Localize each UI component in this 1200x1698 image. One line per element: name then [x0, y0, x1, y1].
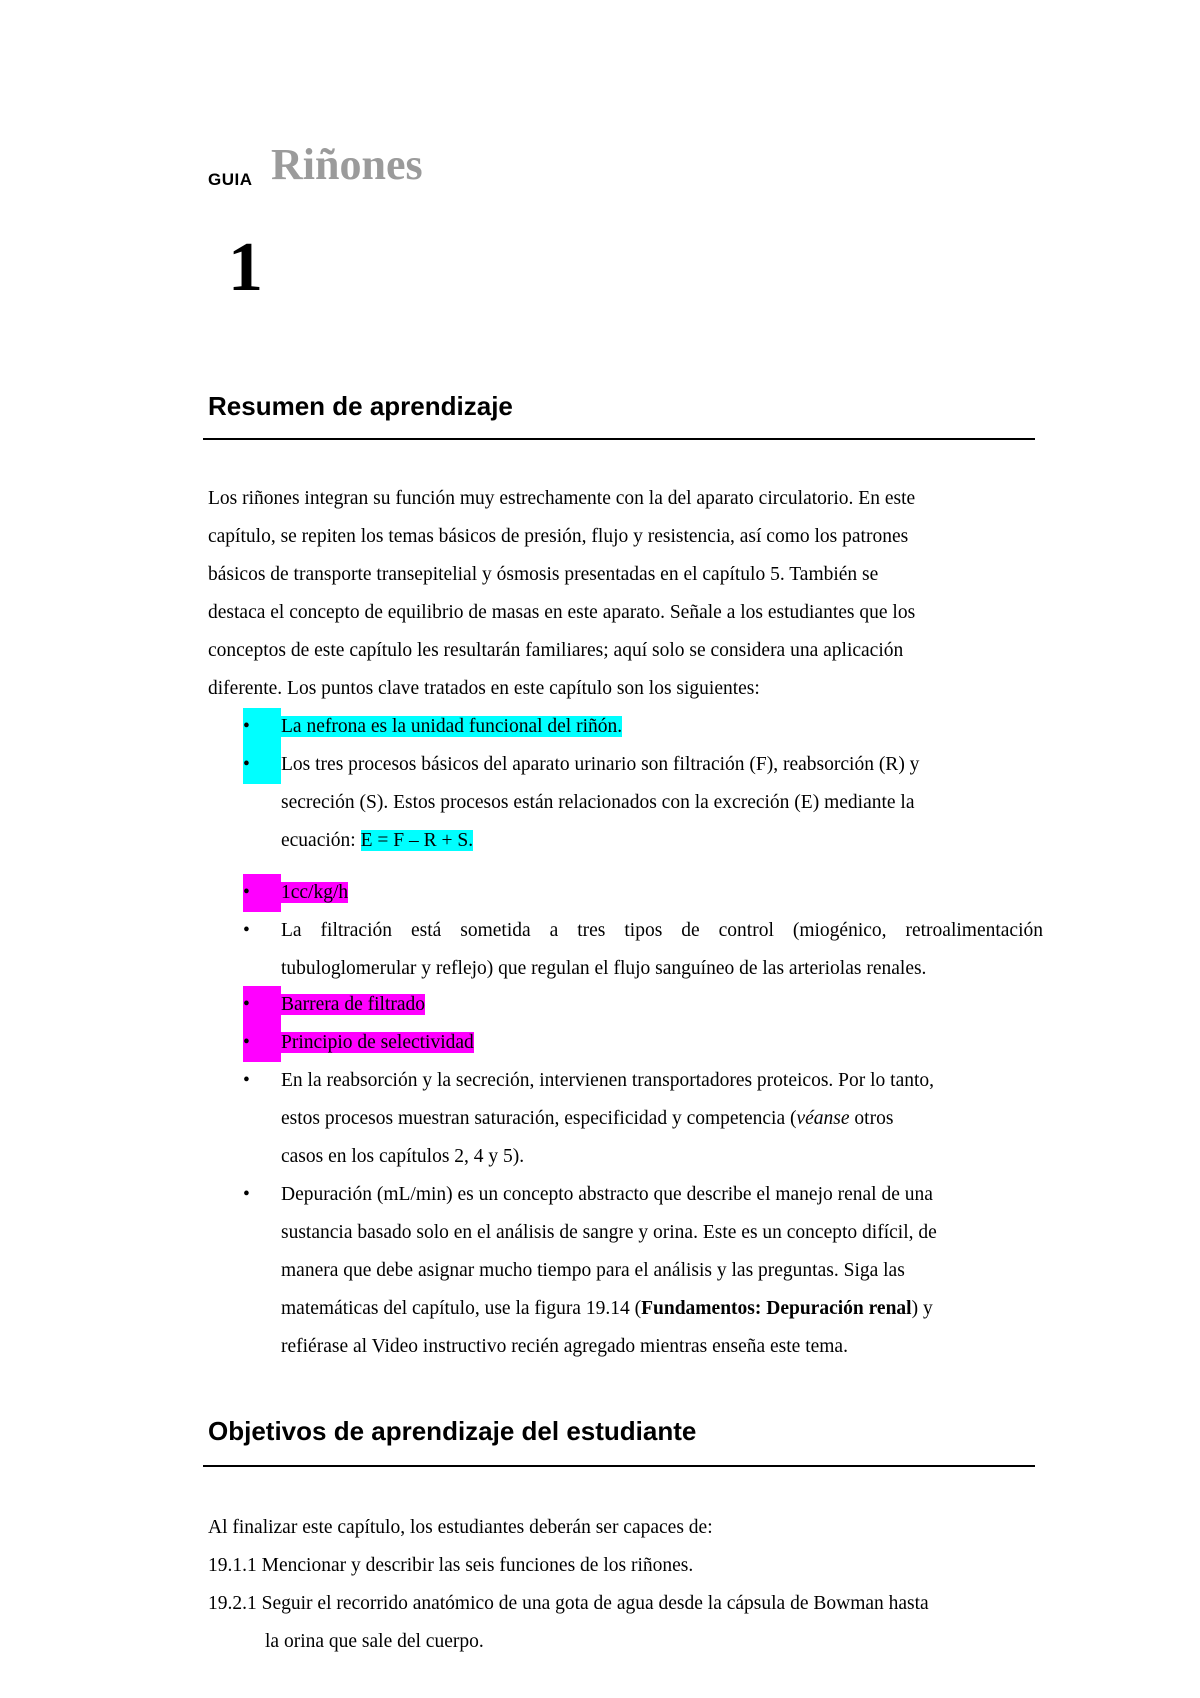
objectives-intro: Al finalizar este capítulo, los estudiantes deberán ser capaces de: [208, 1517, 713, 1538]
chapter-number: 1 [228, 229, 263, 306]
bullet-item [243, 708, 1043, 746]
bullet-text: matemáticas del capítulo, use la figura 19.14 ( [281, 1298, 642, 1319]
objective-item: 19.2.1 Seguir el recorrido anatómico de una gota de agua desde la cápsula de Bowman hasta [208, 1593, 929, 1614]
bullet-item [243, 1176, 1043, 1366]
intro-line: Los riñones integran su función muy estrechamente con la del aparato circulatorio. En este [208, 488, 916, 509]
bullet-text: La nefrona es la unidad funcional del riñón. [281, 716, 623, 737]
bullet-text: casos en los capítulos 2, 4 y 5). [281, 1146, 525, 1167]
section-heading-objetivos: Objetivos de aprendizaje del estudiante [208, 1416, 697, 1446]
bullet-text: sustancia basado solo en el análisis de sangre y orina. Este es un concepto difícil, de [281, 1222, 937, 1243]
intro-line: conceptos de este capítulo les resultarán familiares; aquí solo se considera una aplicación [208, 640, 904, 661]
chapter-title: Riñones [271, 140, 423, 189]
section-divider [203, 438, 1035, 440]
equation-highlight: E = F – R + S. [360, 830, 474, 851]
objectives-list [208, 1509, 1038, 1661]
bullet-item [243, 1024, 1043, 1062]
objective-item: 19.1.1 Mencionar y describir las seis funciones de los riñones. [208, 1555, 694, 1576]
bullet-text: otros [849, 1108, 894, 1129]
bullet-text: tubuloglomerular y reflejo) que regulan el flujo sanguíneo de las arteriolas renales. [281, 958, 927, 979]
bullet-text: Los tres procesos básicos del aparato urinario son filtración (F), reabsorción (R) y [281, 754, 920, 775]
section-heading-resumen: Resumen de aprendizaje [208, 391, 513, 421]
bullet-emphasis: véanse [796, 1108, 850, 1129]
bullet-text: La filtración está sometida a tres tipos de control (miogénico, retroalimentación [281, 920, 1043, 941]
bullet-text: estos procesos muestran saturación, especificidad y competencia ( [281, 1108, 797, 1129]
bullet-icon [243, 986, 281, 1024]
bullet-bold: Fundamentos: Depuración renal [641, 1298, 912, 1319]
objective-item-continuation: la orina que sale del cuerpo. [265, 1631, 484, 1652]
section-divider [203, 1465, 1035, 1467]
bullet-icon [243, 1024, 281, 1062]
bullet-item [243, 1062, 1043, 1176]
guide-label: GUIA [208, 170, 253, 189]
bullet-icon [243, 708, 281, 746]
bullet-text: Barrera de filtrado [281, 994, 426, 1015]
bullet-text: En la reabsorción y la secreción, intervienen transportadores proteicos. Por lo tanto, [281, 1070, 935, 1091]
intro-line: destaca el concepto de equilibrio de masas en este aparato. Señale a los estudiantes que los [208, 602, 916, 623]
bullet-text: 1cc/kg/h [281, 882, 349, 903]
bullet-text: secreción (S). Estos procesos están relacionados con la excreción (E) mediante la [281, 792, 915, 813]
intro-paragraph [208, 480, 1028, 708]
intro-line: diferente. Los puntos clave tratados en este capítulo son los siguientes: [208, 678, 760, 699]
bullet-item [243, 874, 1043, 912]
bullet-icon [243, 746, 281, 784]
bullet-text: Depuración (mL/min) es un concepto abstracto que describe el manejo renal de una [281, 1184, 933, 1205]
bullet-text: ) y [911, 1298, 933, 1319]
bullet-item [243, 986, 1043, 1024]
bullet-icon [243, 874, 281, 912]
intro-line: básicos de transporte transepitelial y ósmosis presentadas en el capítulo 5. También se [208, 564, 879, 585]
bullet-text: refiérase al Video instructivo recién agregado mientras enseña este tema. [281, 1336, 848, 1357]
intro-line: capítulo, se repiten los temas básicos de presión, flujo y resistencia, así como los patrones [208, 526, 909, 547]
bullet-text: ecuación: [281, 830, 361, 851]
bullet-item [243, 746, 1043, 860]
bullet-text: Principio de selectividad [281, 1032, 474, 1053]
bullet-text: manera que debe asignar mucho tiempo para el análisis y las preguntas. Siga las [281, 1260, 905, 1281]
bullet-item [243, 912, 1043, 988]
